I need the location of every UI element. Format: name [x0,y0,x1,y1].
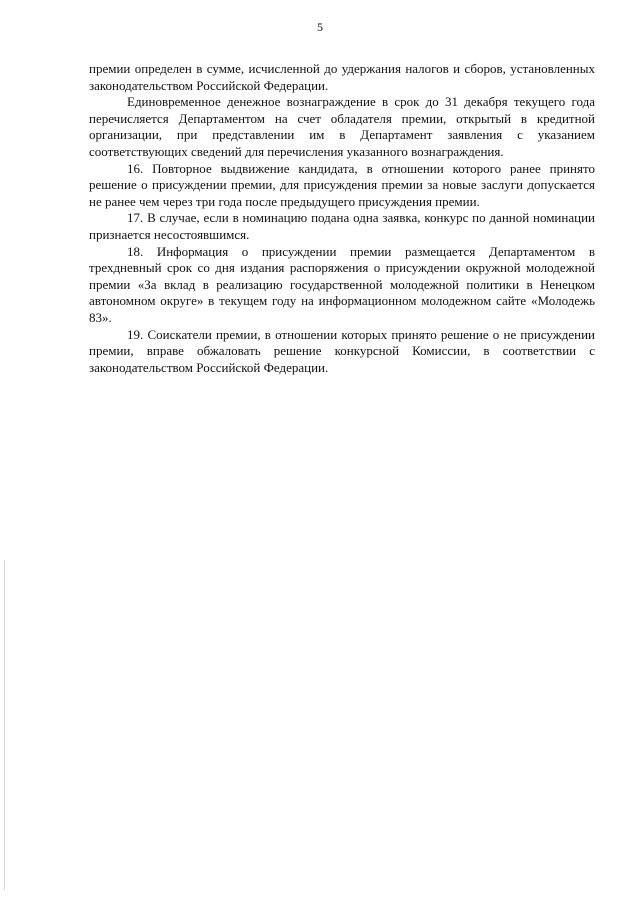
paragraph-19: 19. Соискатели премии, в отношении которых принято решение о не присуждении премии, вправе обжаловать решение конкурсной Комиссии, в соответствии с законодательством Российской Федерации. [89,326,595,375]
scan-edge-line [4,560,5,890]
document-body [89,61,595,376]
page-number: 5 [317,20,323,34]
paragraph-16: 16. Повторное выдвижение кандидата, в отношении которого ранее принято решение о присуждении премии, для присуждения премии за новые заслуги допускается не ранее чем через три года после предыдущего присуждения премии. [89,160,595,209]
paragraph-continuation: премии определен в сумме, исчисленной до удержания налогов и сборов, установленных законодательством Российской Федерации. [89,61,595,93]
paragraph-17: 17. В случае, если в номинацию подана одна заявка, конкурс по данной номинации признается несостоявшимся. [89,210,595,242]
paragraph-18: 18. Информация о присуждении премии размещается Департаментом в трехдневный срок со дня издания распоряжения о присуждении окружной молодежной премии «За вклад в реализацию государственной молодежной политики в Ненецком автономном округе» в текущем году на информационном молодежном сайте «Молодежь 83». [89,243,595,325]
paragraph-payment-deadline: Единовременное денежное вознаграждение в срок до 31 декабря текущего года перечисляется Департаментом на счет обладателя премии, открытый в кредитной организации, при представлении им в Департамент заявления с указанием соответствующих сведений для перечисления указанного вознаграждения. [89,94,595,159]
